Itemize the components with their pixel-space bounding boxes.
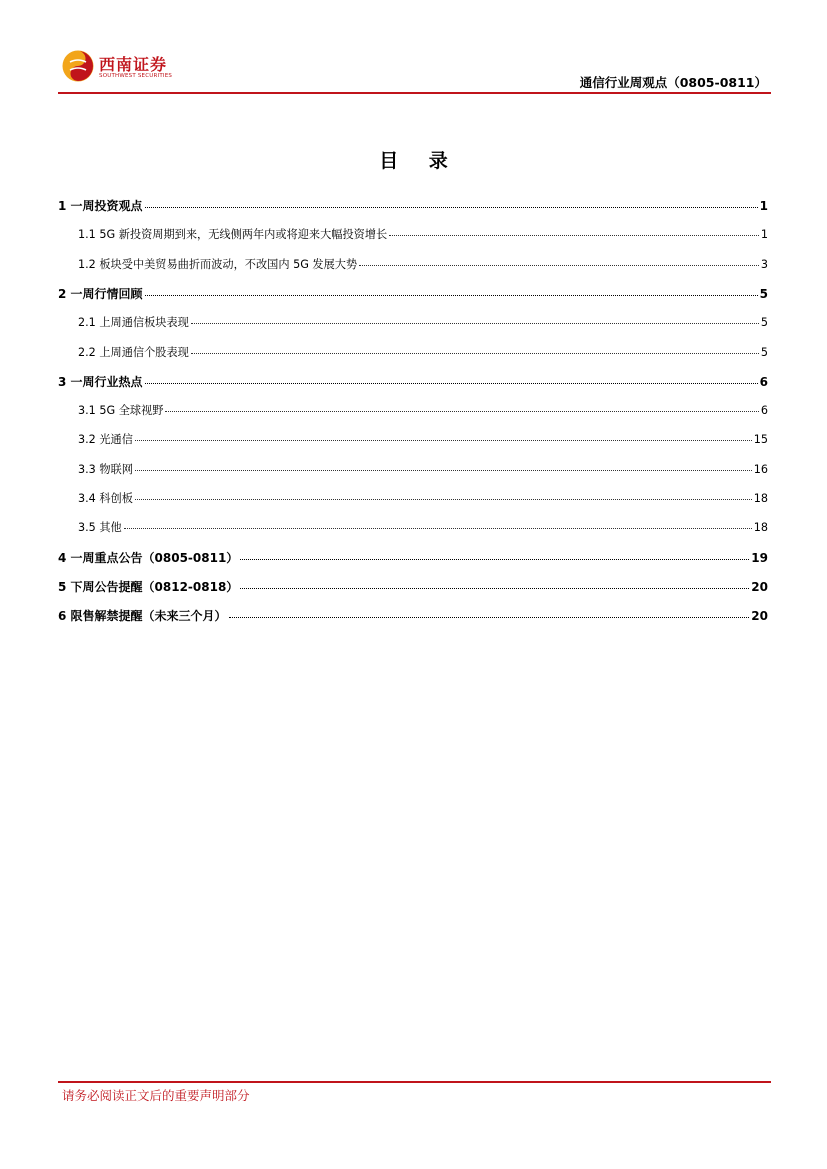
toc-page-number: 16	[753, 462, 768, 476]
toc-dot-leader	[191, 323, 759, 324]
toc-dot-leader	[124, 528, 752, 529]
logo-chinese-name: 西南证券	[99, 55, 168, 74]
company-logo	[62, 50, 172, 84]
toc-chapter-entry[interactable]	[58, 607, 768, 624]
toc-section-entry[interactable]	[58, 314, 768, 330]
toc-dot-leader	[135, 440, 752, 441]
toc-page-number: 18	[753, 492, 768, 505]
toc-section-entry[interactable]	[58, 344, 768, 360]
toc-page-number: 5	[759, 286, 768, 301]
toc-chapter-entry[interactable]	[58, 578, 768, 595]
toc-dot-leader	[240, 588, 749, 589]
toc-section-entry[interactable]	[58, 461, 768, 477]
toc-section-entry[interactable]	[58, 519, 768, 535]
footer-disclaimer: 请务必阅读正文后的重要声明部分	[62, 1088, 250, 1103]
toc-entry-title: 2.2 上周通信个股表现	[78, 345, 189, 359]
footer-divider	[58, 1081, 771, 1083]
toc-section-entry[interactable]	[58, 256, 768, 272]
toc-dot-leader	[191, 353, 759, 354]
toc-chapter-entry[interactable]	[58, 285, 768, 302]
toc-dot-leader	[135, 470, 752, 471]
toc-dot-leader	[145, 207, 758, 208]
logo-emblem-icon	[62, 50, 94, 82]
toc-dot-leader	[389, 235, 759, 236]
toc-page-number: 5	[760, 316, 768, 330]
toc-page-number: 5	[760, 345, 768, 359]
header-divider	[58, 92, 771, 94]
toc-chapter-entry[interactable]	[58, 197, 768, 214]
toc-entry-title: 3.2 光通信	[78, 433, 133, 447]
toc-entry-title: 1 一周投资观点	[58, 199, 143, 213]
logo-english-name: SOUTHWEST SECURITIES	[99, 73, 173, 79]
toc-section-entry[interactable]	[58, 402, 768, 418]
toc-entry-title: 6 限售解禁提醒（未来三个月）	[58, 609, 227, 624]
toc-dot-leader	[145, 383, 758, 384]
toc-page-number: 20	[751, 579, 768, 594]
toc-page-number: 1	[759, 199, 768, 213]
toc-chapter-entry[interactable]	[58, 549, 768, 566]
toc-dot-leader	[229, 617, 750, 618]
toc-dot-leader	[145, 295, 758, 296]
toc-section-entry[interactable]	[58, 431, 768, 447]
toc-entry-title: 3.5 其他	[78, 521, 122, 535]
toc-entry-title: 2 一周行情回顾	[58, 286, 143, 301]
toc-entry-title: 1.2 板块受中美贸易曲折而波动，不改国内 5G 发展大势	[78, 257, 358, 271]
toc-page-number: 1	[760, 228, 768, 242]
toc-dot-leader	[135, 499, 752, 500]
toc-section-entry[interactable]	[58, 226, 768, 242]
toc-entry-title: 3 一周行业热点	[58, 374, 143, 389]
toc-entry-title: 3.1 5G 全球视野	[78, 404, 164, 418]
toc-chapter-entry[interactable]	[58, 373, 768, 390]
toc-page-number: 18	[753, 521, 768, 535]
toc-page-number: 19	[751, 550, 768, 565]
toc-entry-title: 4 一周重点公告（0805-0811）	[58, 550, 239, 565]
toc-entry-title: 3.4 科创板	[78, 492, 133, 505]
toc-dot-leader	[359, 265, 759, 266]
toc-page-number: 6	[760, 404, 768, 418]
toc-entry-title: 3.3 物联网	[78, 462, 133, 476]
toc-page-number: 6	[759, 374, 768, 389]
report-title: 通信行业周观点（0805-0811）	[579, 75, 767, 90]
toc-section-entry[interactable]	[58, 490, 768, 506]
toc-dot-leader	[165, 411, 758, 412]
toc-entry-title: 1.1 5G 新投资周期到来，无线侧两年内或将迎来大幅投资增长	[78, 228, 388, 242]
toc-page-number: 20	[751, 609, 768, 624]
toc-page-number: 15	[753, 433, 768, 447]
toc-dot-leader	[240, 559, 749, 560]
toc-page-number: 3	[760, 257, 768, 271]
toc-heading: 目 录	[379, 150, 460, 172]
toc-entry-title: 5 下周公告提醒（0812-0818）	[58, 579, 239, 594]
toc-entry-title: 2.1 上周通信板块表现	[78, 316, 189, 330]
